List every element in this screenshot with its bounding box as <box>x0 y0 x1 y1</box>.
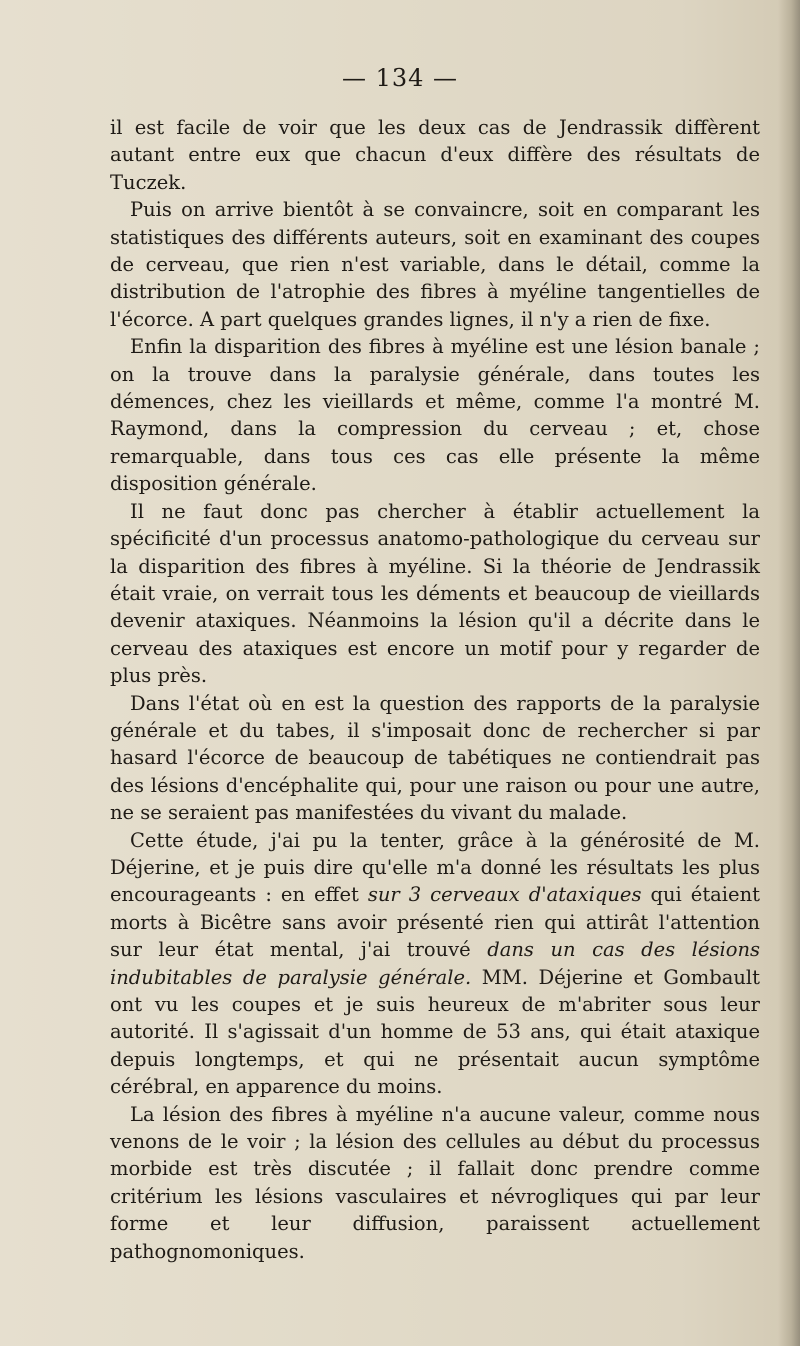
paragraph-3: Enfin la disparition des fibres à myéline est une lésion banale ; on la trouve dans la paralysie générale, dans toutes les démences, chez les vieillards et même, comme l'a montré M. Raymond, dans la compression du cerveau ; et, chose remarquable, dans tous ces cas elle présente la même disposition générale. <box>110 335 760 496</box>
paragraph-7: La lésion des fibres à myéline n'a aucune valeur, comme nous venons de le voir ; la lésion des cellules au début du processus morbide est très discutée ; il fallait donc prendre comme critérium les lésions vasculaires et névrogliques qui par leur forme et leur diffusion, paraissent actuellement pathognomoniques. <box>110 1102 760 1263</box>
paragraph-6-italic-b: dans un cas des lésions indubitables de paralysie générale. <box>110 938 761 989</box>
paragraph-6-italic-a: sur 3 cerveaux d'ataxiques <box>367 883 642 907</box>
page-edge-shadow <box>778 0 800 1346</box>
body-text <box>110 114 760 1265</box>
paragraph-5: Dans l'état où en est la question des rapports de la paralysie générale et du tabes, il s'imposait donc de rechercher si par hasard l'écorce de beaucoup de tabétiques ne contiendrait pas des lésions d'encéphalite qui, pour une raison ou pour une autre, ne se seraient pas manifestées du vivant du malade. <box>110 691 760 825</box>
paragraph-2: Puis on arrive bientôt à se convaincre, soit en comparant les statistiques des différents auteurs, soit en examinant des coupes de cerveau, que rien n'est variable, dans le détail, comme la distribution de l'atrophie des fibres à myéline tangentielles de l'écorce. A part quelques grandes lignes, il n'y a rien de fixe. <box>110 198 760 331</box>
paragraph-1: il est facile de voir que les deux cas de Jendrassik diffèrent autant entre eux que chacun d'eux diffère des résultats de Tuczek. <box>110 116 760 194</box>
paragraph-6-text-b: qui étaient morts à Bicêtre sans avoir présenté rien qui attirât l'attention sur leur état mental, j'ai trouvé <box>110 883 760 962</box>
paragraph-6-text-c: MM. Déjerine et Gombault ont vu les coupes et je suis heureux de m'abriter sous leur autorité. Il s'agissait d'un homme de 53 ans, qui était ataxique depuis longtemps, et qui ne présentait aucun symptôme cérébral, en apparence du moins. <box>110 965 760 1099</box>
paragraph-4: Il ne faut donc pas chercher à établir actuellement la spécificité d'un processus anatomo-pathologique du cerveau sur la disparition des fibres à myéline. Si la théorie de Jendrassik était vraie, on verrait tous les déments et beaucoup de vieillards devenir ataxiques. Néanmoins la lésion qu'il a décrite dans le cerveau des ataxiques est encore un motif pour y regarder de plus près. <box>110 499 760 688</box>
paragraph-6 <box>110 827 760 1101</box>
paragraph-6-text-a: Cette étude, j'ai pu la tenter, grâce à la générosité de M. Déjerine, et je puis dire qu'elle m'a donné les résultats les plus encourageants : en effet <box>110 828 760 907</box>
page-number: — 134 — <box>341 64 459 92</box>
